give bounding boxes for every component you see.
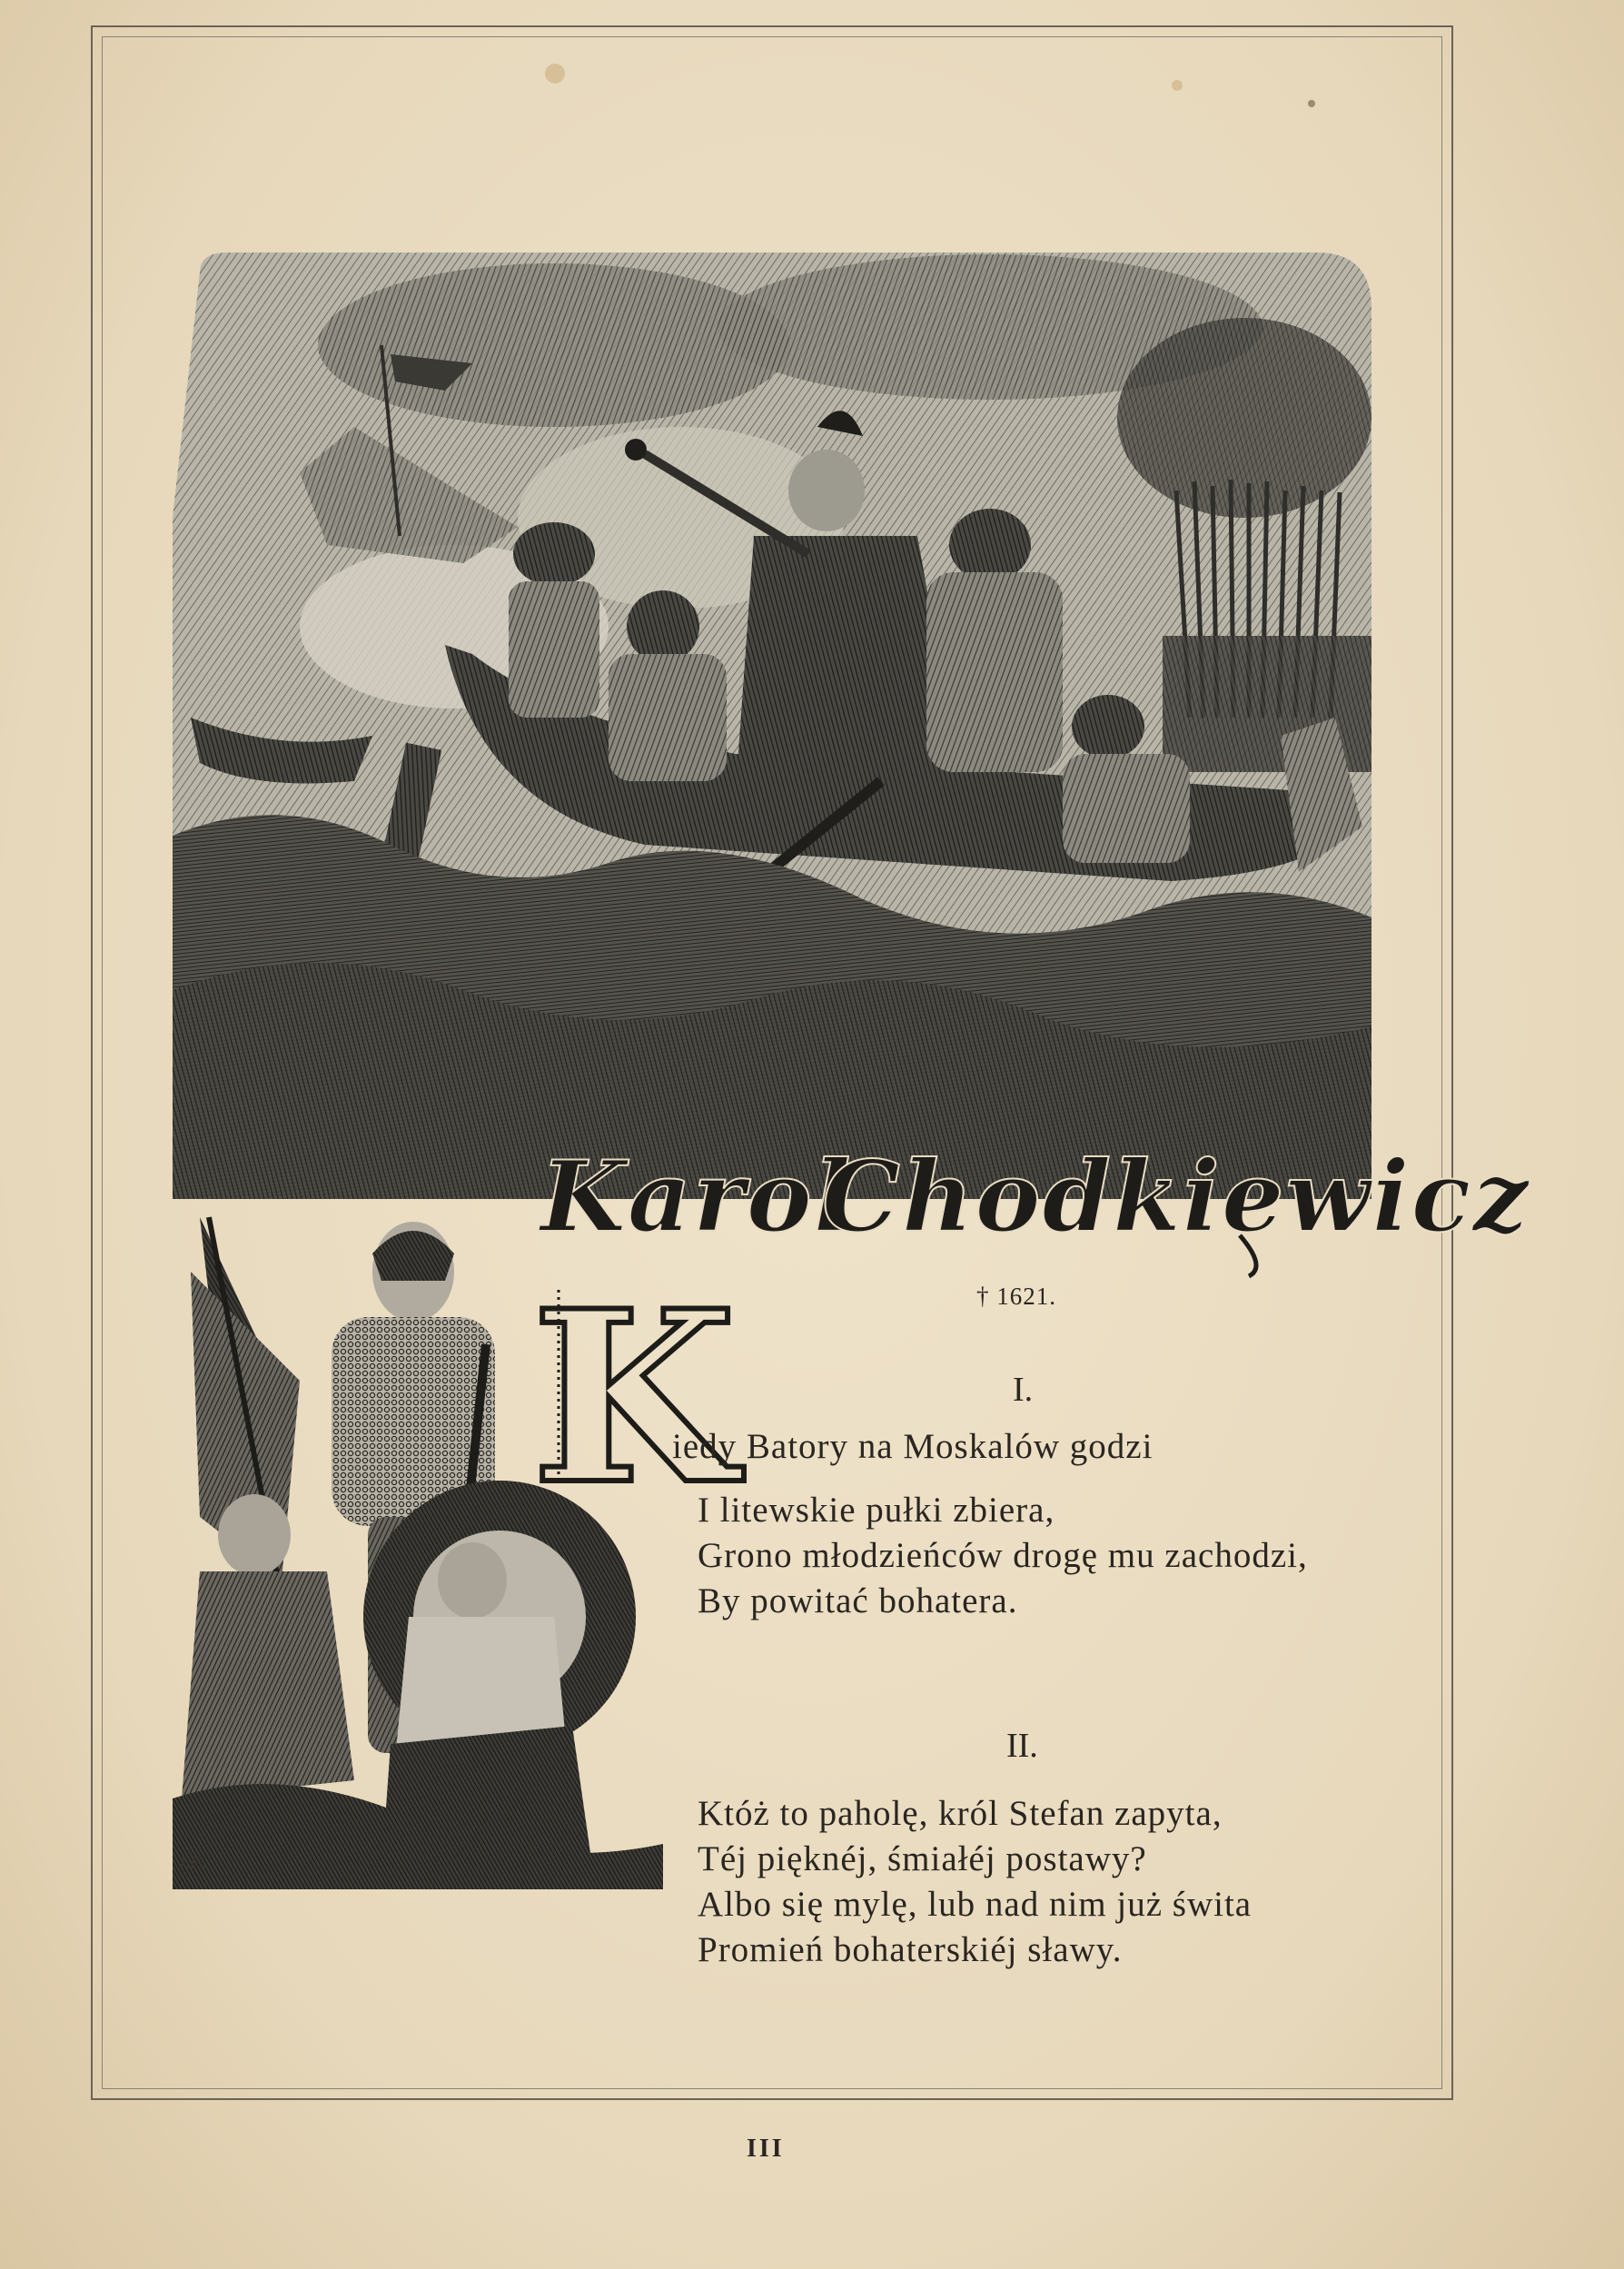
stanza-1-line-1: iedy Batory na Moskalów godzi (672, 1427, 1154, 1466)
death-year: † 1621. (976, 1283, 1056, 1310)
stanza-1-line-4: By powitać bohatera. (698, 1581, 1018, 1620)
section-numeral-1: I. (1013, 1371, 1034, 1409)
stanza-1-line-2: I litewskie pułki zbiera, (698, 1491, 1055, 1530)
stanza-2-line-1: Któż to paholę, król Stefan zapyta, (698, 1794, 1223, 1833)
stanza-2-line-4: Promień bohaterskiéj sławy. (698, 1930, 1123, 1969)
stanza-2 (698, 1791, 1424, 1973)
stanza-1 (698, 1488, 1424, 1624)
stanza-2-line-2: Téj pięknéj, śmiałéj postawy? (698, 1839, 1147, 1878)
title-surname: Chodkiewicz (822, 1140, 1530, 1254)
title-first-name: Karol (540, 1140, 853, 1254)
section-numeral-2: II. (1006, 1727, 1038, 1765)
svg-text:K: K (531, 1260, 737, 1537)
drop-cap-k (522, 1260, 737, 1537)
stanza-1-line-3: Grono młodzieńców drogę mu zachodzi, (698, 1536, 1308, 1575)
engraving-boat-scene (173, 245, 1371, 1226)
stanza-2-line-3: Albo się mylę, lub nad nim już świta (698, 1885, 1253, 1924)
page-number: III (747, 2135, 785, 2163)
artist-monogram: J.K. (177, 1853, 207, 1873)
